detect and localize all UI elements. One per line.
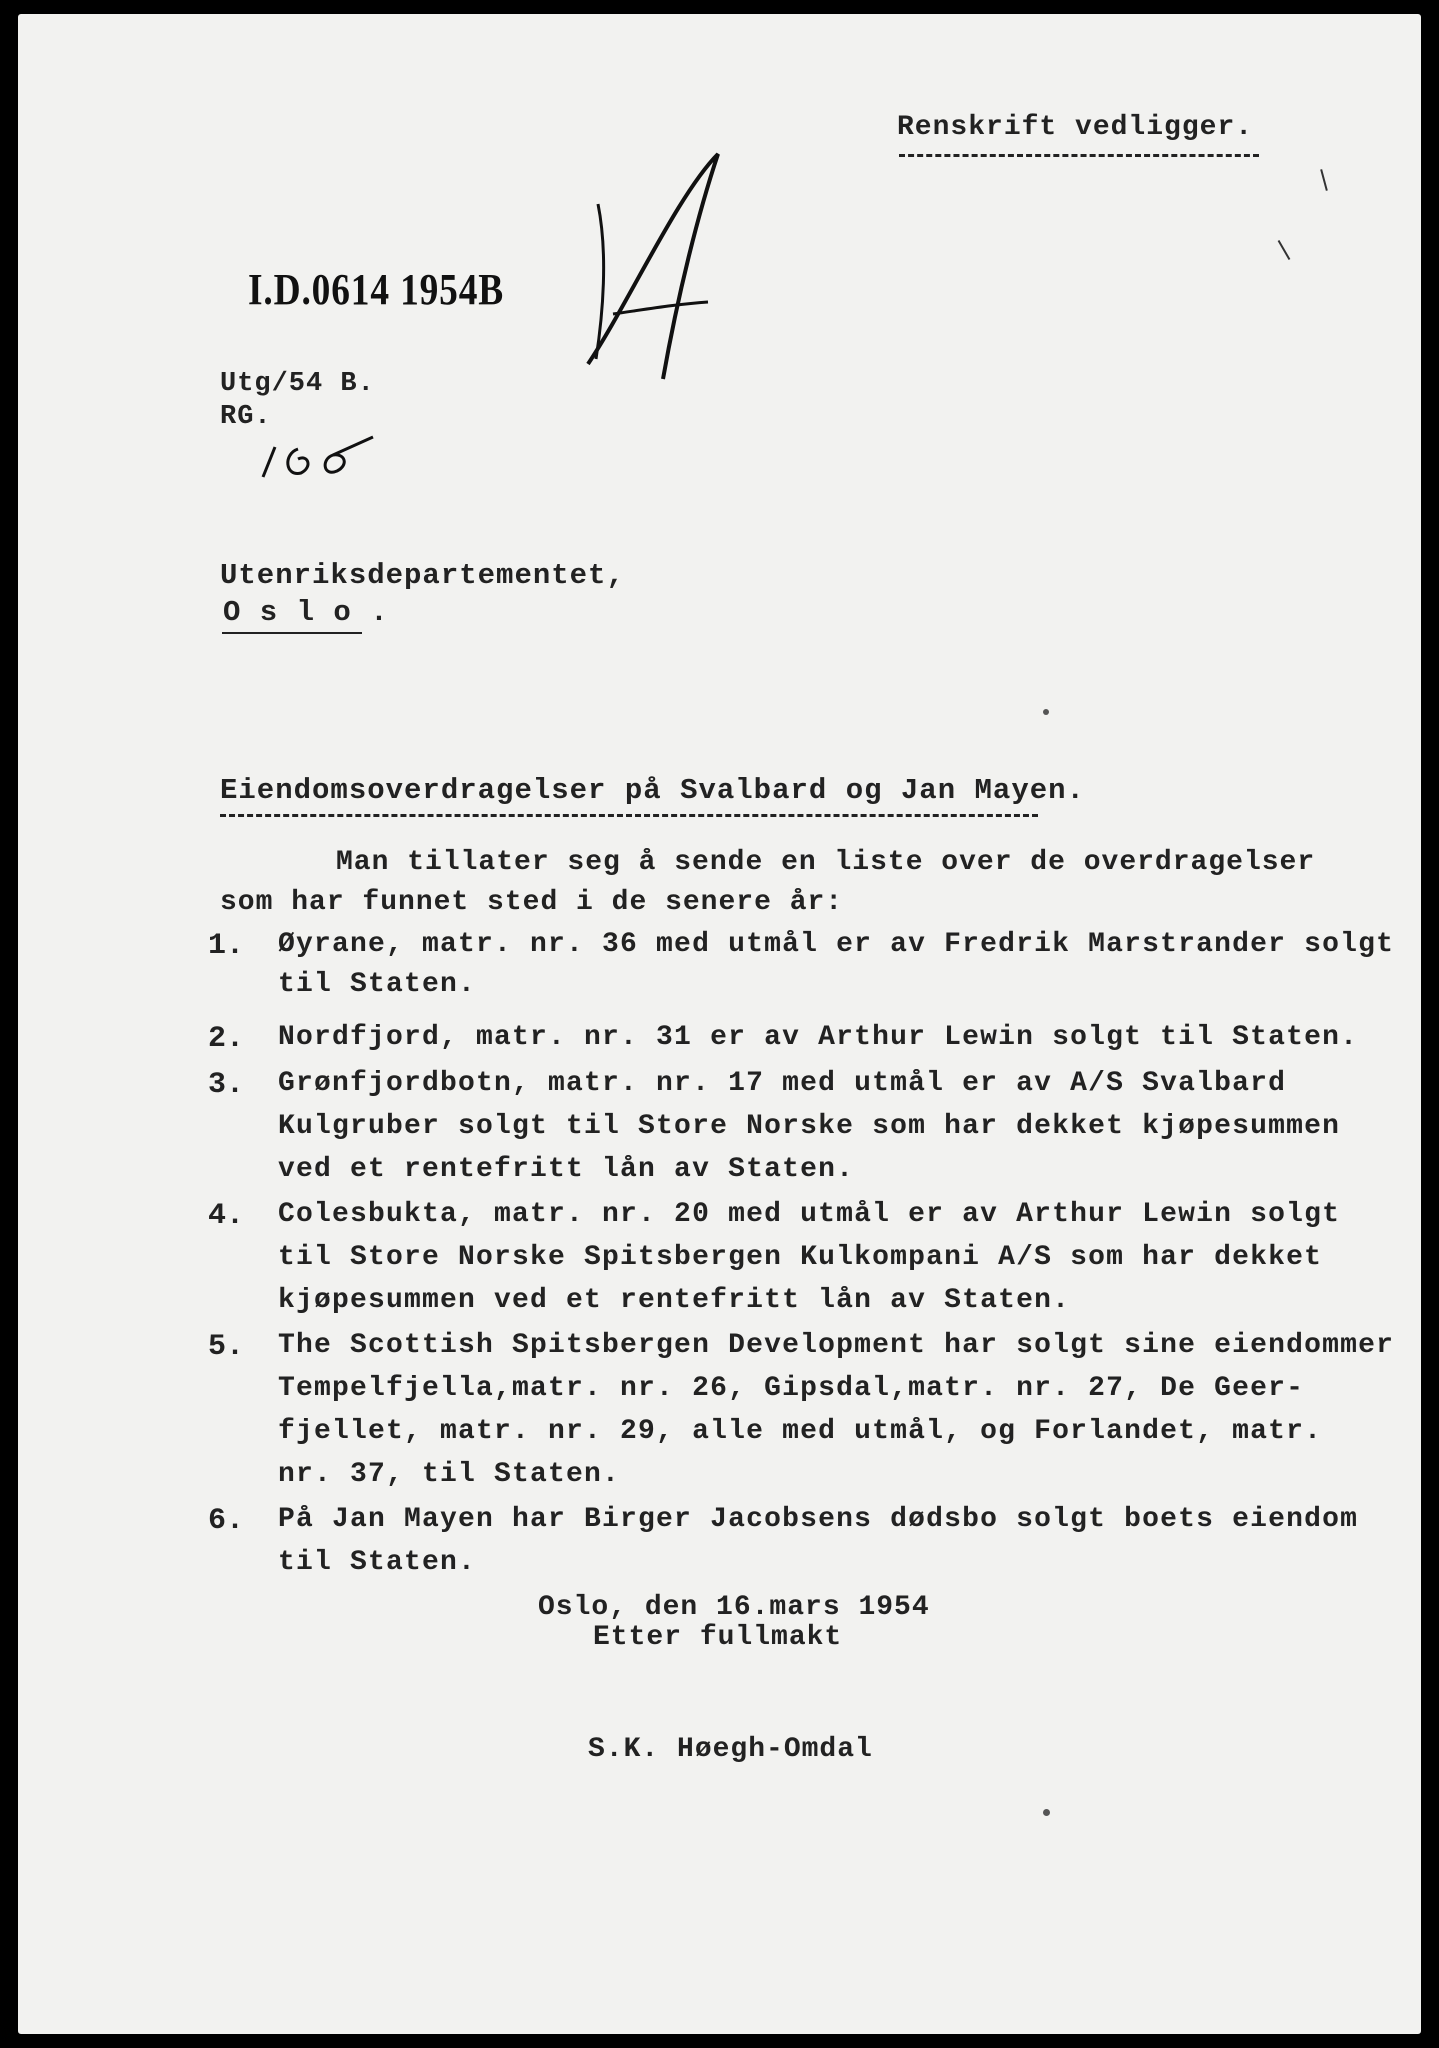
subject-line: Eiendomsoverdragelser på Svalbard og Jan Mayen.	[220, 774, 1085, 807]
addressee-city-underline	[222, 632, 362, 634]
reference-line-2: RG.	[220, 402, 272, 432]
paper-speck	[1043, 709, 1049, 715]
item-text-line: Nordfjord, matr. nr. 31 er av Arthur Lewin solgt til Staten.	[278, 1022, 1359, 1053]
item-text-line: til Staten.	[278, 1547, 477, 1578]
intro-line-2: som har funnet sted i de senere år:	[220, 887, 844, 918]
handwritten-letter-mark	[568, 134, 748, 394]
document-page	[18, 14, 1421, 2034]
handwritten-number	[253, 419, 393, 489]
item-number: 4.	[208, 1199, 245, 1233]
addressee-line-1: Utenriksdepartementet,	[220, 559, 625, 592]
item-text-line: The Scottish Spitsbergen Development har solgt sine eiendommer	[278, 1330, 1395, 1361]
subject-underline	[220, 814, 1038, 817]
item-text-line: fjellet, matr. nr. 29, alle med utmål, og Forlandet, matr.	[278, 1416, 1323, 1447]
header-note-underline	[899, 154, 1259, 157]
item-text-line: Øyrane, matr. nr. 36 med utmål er av Fredrik Marstrander solgt	[278, 929, 1395, 960]
header-note: Renskrift vedligger.	[897, 112, 1254, 143]
item-text-line: til Staten.	[278, 969, 477, 1000]
intro-line-1: Man tillater seg å sende en liste over de overdragelser	[336, 847, 1316, 878]
item-text-line: Kulgruber solgt til Store Norske som har dekket kjøpesummen	[278, 1111, 1341, 1142]
item-text-line: nr. 37, til Staten.	[278, 1459, 621, 1490]
closing-authority: Etter fullmakt	[593, 1622, 843, 1653]
item-text-line: Grønfjordbotn, matr. nr. 17 med utmål er av A/S Svalbard	[278, 1068, 1287, 1099]
closing-place-date: Oslo, den 16.mars 1954	[538, 1592, 930, 1623]
item-text-line: Tempelfjella,matr. nr. 26, Gipsdal,matr. nr. 27, De Geer-	[278, 1373, 1305, 1404]
reference-line-1: Utg/54 B.	[220, 369, 375, 399]
item-number: 3.	[208, 1068, 245, 1102]
item-text-line: kjøpesummen ved et rentefritt lån av Staten.	[278, 1285, 1071, 1316]
item-number: 1.	[208, 929, 245, 963]
item-text-line: Colesbukta, matr. nr. 20 med utmål er av Arthur Lewin solgt	[278, 1199, 1341, 1230]
item-number: 6.	[208, 1504, 245, 1538]
item-number: 2.	[208, 1022, 245, 1056]
registry-stamp: I.D.0614 1954B	[248, 265, 505, 314]
paper-mark	[1278, 240, 1291, 260]
addressee-city: O s l o .	[223, 596, 389, 629]
signature-name: S.K. Høegh-Omdal	[588, 1734, 873, 1765]
paper-speck	[1043, 1809, 1050, 1816]
item-number: 5.	[208, 1330, 245, 1364]
paper-mark	[1320, 169, 1328, 191]
item-text-line: På Jan Mayen har Birger Jacobsens dødsbo solgt boets eiendom	[278, 1504, 1359, 1535]
item-text-line: til Store Norske Spitsbergen Kulkompani A/S som har dekket	[278, 1242, 1323, 1273]
item-text-line: ved et rentefritt lån av Staten.	[278, 1154, 855, 1185]
